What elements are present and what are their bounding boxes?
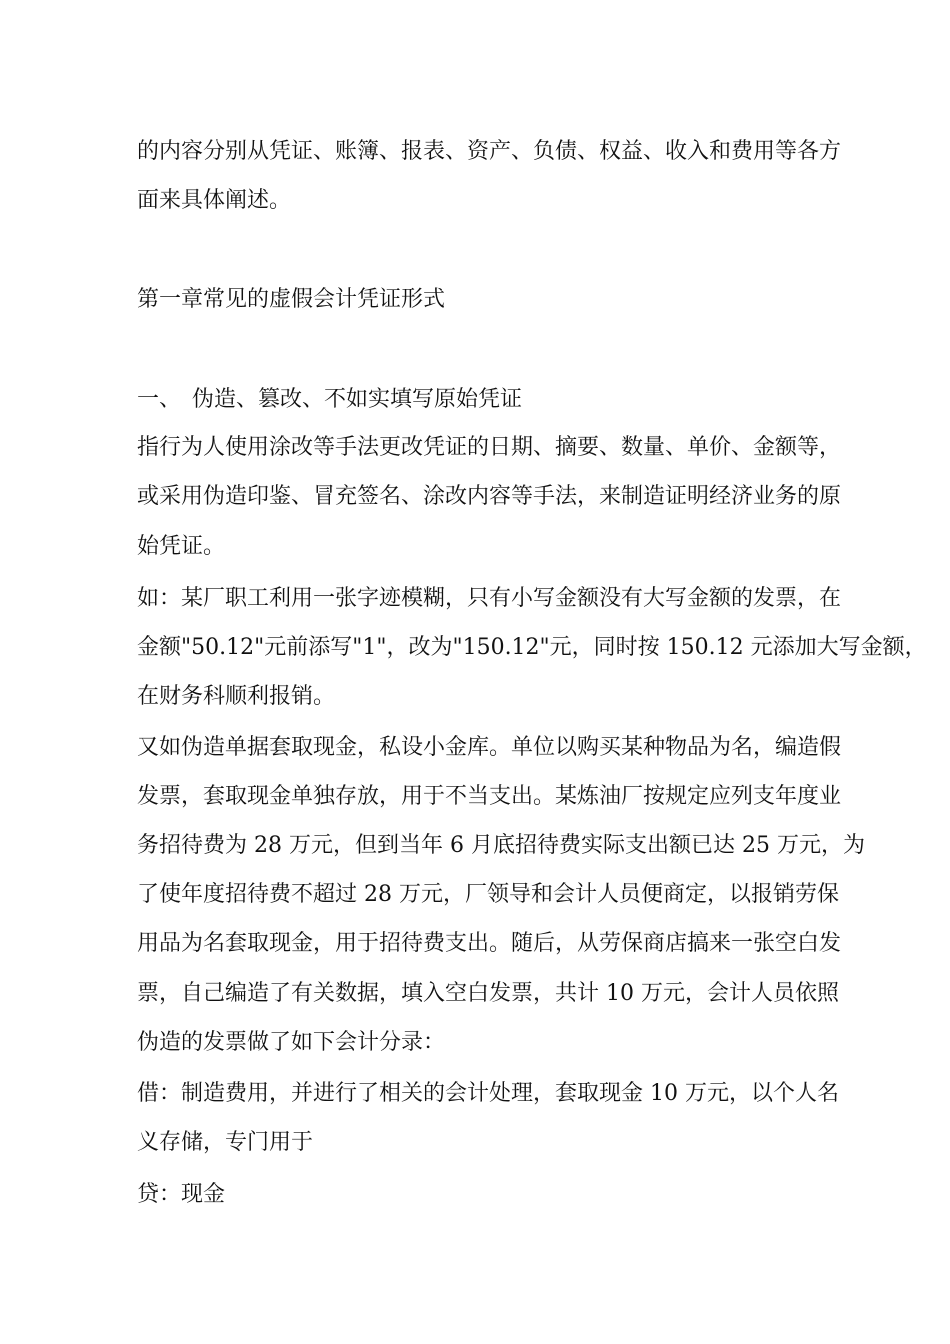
chapter-title: 第一章常见的虚假会计凭证形式	[137, 287, 446, 312]
example-two-line-1: 又如伪造单据套取现金，私设小金库。单位以购买某种物品为名，编造假	[137, 735, 842, 760]
section-heading: 一、 伪造、篡改、不如实填写原始凭证	[137, 387, 523, 412]
example-one-line-1: 如：某厂职工利用一张字迹模糊，只有小写金额没有大写金额的发票，在	[137, 586, 842, 611]
example-one-line-3: 在财务科顺利报销。	[137, 684, 336, 709]
example-two-line-2: 发票，套取现金单独存放，用于不当支出。某炼油厂按规定应列支年度业	[137, 784, 842, 809]
definition-line-2: 或采用伪造印鉴、冒充签名、涂改内容等手法，来制造证明经济业务的原	[137, 484, 842, 509]
definition-line-1: 指行为人使用涂改等手法更改凭证的日期、摘要、数量、单价、金额等，	[137, 435, 842, 460]
example-two-line-4: 了使年度招待费不超过 28 万元，厂领导和会计人员便商定，以报销劳保	[137, 882, 839, 907]
example-one-line-2: 金额"50.12"元前添写"1"，改为"150.12"元，同时按 150.12 元添加大写金额，	[137, 635, 927, 660]
example-two-line-7: 伪造的发票做了如下会计分录：	[137, 1030, 446, 1055]
debit-entry-line-2: 义存储，专门用于	[137, 1130, 314, 1155]
example-two-line-5: 用品为名套取现金，用于招待费支出。随后，从劳保商店搞来一张空白发	[137, 931, 842, 956]
credit-entry-line: 贷：现金	[137, 1182, 226, 1207]
definition-line-3: 始凭证。	[137, 534, 226, 559]
debit-entry-line-1: 借：制造费用，并进行了相关的会计处理，套取现金 10 万元，以个人名	[137, 1081, 839, 1106]
intro-text-line-1: 的内容分别从凭证、账簿、报表、资产、负债、权益、收入和费用等各方	[137, 139, 842, 164]
example-two-line-6: 票，自己编造了有关数据，填入空白发票，共计 10 万元，会计人员依照	[137, 981, 839, 1006]
example-two-line-3: 务招待费为 28 万元，但到当年 6 月底招待费实际支出额已达 25 万元，为	[137, 833, 865, 858]
intro-text-line-2: 面来具体阐述。	[137, 188, 292, 213]
